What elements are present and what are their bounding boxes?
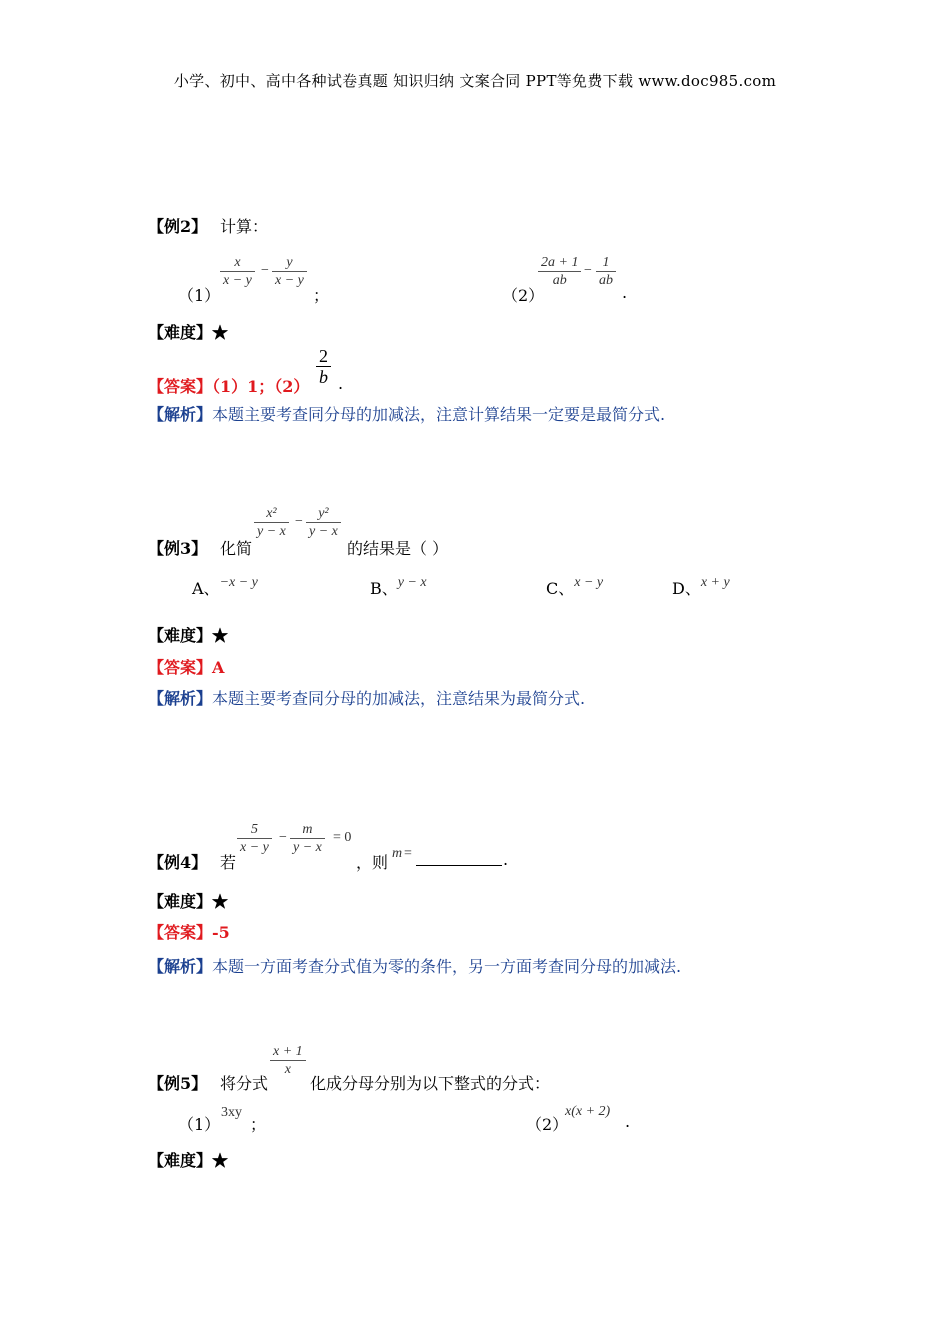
example-2-answer: 【答案】（1）1；（2） — [148, 377, 310, 396]
period: . — [625, 1112, 631, 1131]
numerator: y — [286, 255, 293, 270]
numerator: m — [302, 822, 313, 837]
example-3-difficulty: 【难度】★ — [148, 626, 229, 645]
option-letter: D、 — [672, 579, 701, 598]
example-3-label: 【例3】 — [148, 539, 208, 558]
example-4-difficulty: 【难度】★ — [148, 892, 229, 911]
example-3-fraction-1 — [254, 505, 289, 540]
period: . — [338, 374, 344, 393]
denominator: ab — [599, 273, 613, 288]
numerator: 1 — [602, 255, 610, 270]
example-5-part2-value: x(x + 2) — [565, 1104, 611, 1119]
example-5-part1-label: （1） — [178, 1115, 221, 1134]
example-2-part2-fraction-2 — [596, 254, 616, 289]
answer-blank[interactable] — [416, 851, 502, 866]
example-5-difficulty: 【难度】★ — [148, 1151, 229, 1170]
denominator: x − y — [275, 273, 304, 288]
denominator: y − x — [293, 840, 322, 855]
denominator: x − y — [240, 840, 269, 855]
numerator: x + 1 — [273, 1044, 303, 1059]
example-5-part1-value: 3xy — [221, 1105, 242, 1120]
denominator: ab — [552, 273, 567, 288]
numerator: x — [234, 255, 241, 270]
example-5-prompt: 将分式 — [220, 1074, 269, 1093]
analysis-label: 【解析】 — [148, 689, 213, 708]
minus-sign: − — [261, 263, 269, 278]
example-2-part1-fraction-2 — [272, 254, 307, 289]
option-value: x + y — [700, 575, 730, 590]
denominator: x — [284, 1062, 291, 1077]
example-5-fraction — [270, 1043, 306, 1078]
minus-sign: − — [584, 263, 592, 278]
period: . — [503, 850, 509, 869]
example-2-answer-fraction — [316, 346, 331, 387]
minus-sign: − — [295, 514, 303, 529]
example-4-fraction-2 — [290, 821, 325, 856]
equals-sign: = — [404, 846, 412, 861]
equals-zero: = 0 — [333, 830, 352, 845]
example-2-prompt: 计算： — [220, 217, 269, 236]
numerator: 2a + 1 — [541, 255, 579, 270]
example-4-fraction-1 — [237, 821, 272, 856]
minus-sign: − — [279, 830, 287, 845]
analysis-label: 【解析】 — [148, 405, 213, 424]
example-4-prompt: 若 — [220, 853, 237, 872]
option-c[interactable] — [546, 576, 603, 599]
analysis-text: 本题主要考查同分母的加减法，注意结果为最简分式. — [212, 689, 586, 708]
example-5-label: 【例5】 — [148, 1074, 208, 1093]
example-4-answer: 【答案】-5 — [148, 923, 230, 942]
example-3-analysis — [148, 686, 585, 709]
variable-m: m — [392, 846, 403, 861]
example-2-label: 【例2】 — [148, 217, 208, 236]
analysis-text: 本题一方面考查分式值为零的条件，另一方面考查同分母的加减法. — [212, 957, 682, 976]
numerator: 2 — [319, 346, 328, 366]
option-letter: C、 — [546, 579, 575, 598]
option-letter: A、 — [192, 579, 220, 598]
example-3-prompt-end: 的结果是（ ） — [347, 539, 449, 558]
example-3-fraction-2 — [306, 505, 341, 540]
numerator: x² — [266, 506, 277, 521]
example-5-prompt-end: 化成分母分别为以下整式的分式： — [310, 1074, 551, 1093]
example-3-prompt: 化简 — [220, 539, 253, 558]
period: . — [622, 283, 628, 302]
example-2-difficulty: 【难度】★ — [148, 323, 229, 342]
denominator: y − x — [257, 524, 286, 539]
example-2-part1-fraction-1 — [220, 254, 255, 289]
analysis-label: 【解析】 — [148, 957, 213, 976]
example-2-part1-label: （1） — [178, 286, 221, 305]
example-5-part2-label: （2） — [526, 1115, 569, 1134]
example-3-answer: 【答案】A — [148, 658, 225, 677]
example-2-part2-fraction-1 — [538, 254, 581, 289]
denominator: y − x — [309, 524, 338, 539]
denominator: b — [319, 367, 328, 387]
example-4-mid: ，则 — [356, 853, 389, 872]
page-header: 小学、初中、高中各种试卷真题 知识归纳 文案合同 PPT等免费下载 www.doc985.com — [173, 72, 777, 90]
option-letter: B、 — [370, 579, 398, 598]
option-value: x − y — [574, 575, 604, 590]
option-a[interactable] — [192, 576, 258, 599]
numerator: y² — [318, 506, 329, 521]
example-2-analysis — [148, 402, 665, 425]
example-4-analysis — [148, 954, 681, 977]
option-value: y − x — [397, 575, 427, 590]
option-value: −x − y — [219, 575, 258, 590]
example-2-part2-label: （2） — [502, 286, 545, 305]
option-d[interactable] — [672, 576, 730, 599]
analysis-text: 本题主要考查同分母的加减法，注意计算结果一定要是最简分式. — [212, 405, 666, 424]
semicolon: ； — [250, 1115, 267, 1134]
option-b[interactable] — [370, 576, 427, 599]
example-4-label: 【例4】 — [148, 853, 208, 872]
denominator: x − y — [223, 273, 252, 288]
semicolon: ； — [313, 286, 330, 305]
numerator: 5 — [250, 822, 258, 837]
